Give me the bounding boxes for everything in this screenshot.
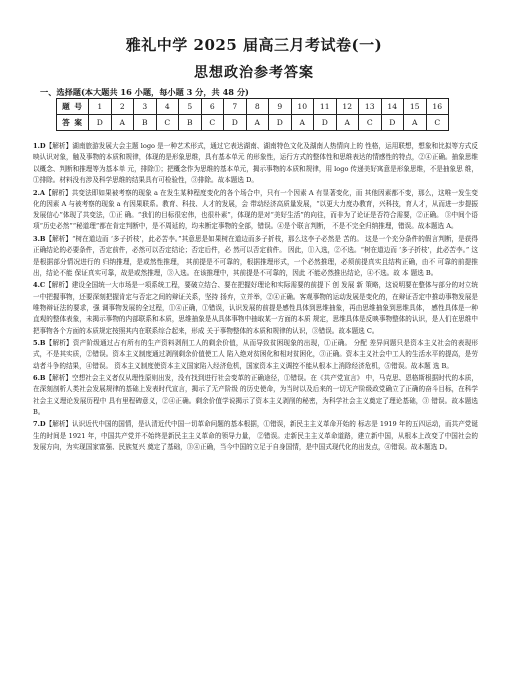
explanation-text: 【解析】“树在道边而 ‘多子折枝’，此必苦李。”其意思是如果树在道边而多子折枝，那么这李子必然是 苦的。 这是一个充分条件的假言判断，是获得正确结论的必要条件，否定前件，必然可以否定结论；否定后件，必 然可以否定前件。 因此，①入选，②不选。“树在道边而 ‘多子折枝’，此必苦李。” 这是根据部分情况进行的 归纳推理，是或然性推理， 其前提是不可靠的，根据推理形式，一个必然推理，必须前提真实且结构正确，由不 可靠的前提推出，结论不能 保证真实可靠，故是或然推理，③入选。在该推理中，其前提是不可靠的，因此 不能必然推出结论，④不选。故 本 题选 B。 — [33, 234, 478, 277]
question-number: 15 — [404, 99, 427, 115]
question-number: 13 — [359, 99, 382, 115]
explanation-paragraph — [33, 373, 478, 418]
question-number-row — [57, 99, 449, 115]
question-number: 2 — [111, 99, 134, 115]
explanation-text: 【解析】湖南旅游发展大会主题 logo 是一种艺术形式，通过它表达湖南、湖南特色文化及湖南人热情向上的 性格，运用联想，想象和比拟等方式反映认识对象，触及事物的本质和规律，体现的是形象思维，具有基本单元 的形象性，运行方式的整体性和思维表达的情感性的特点，②④正确。抽象思维以概念、判断和推理等为基本单 元，排除①；把概念作为思维的基本单元，揭示事物的本质和规律，用 logo 传递美好寓意是形象思维，不是抽象思 维，①排除。材料没有涉及科学思维的结果具有可检验性，③排除。故本题选 D。 — [33, 142, 478, 185]
answer-cell: A — [291, 115, 314, 131]
answer-cell: B — [134, 115, 157, 131]
item-number: 2.A — [33, 188, 45, 197]
question-number: 1 — [89, 99, 112, 115]
answer-cell: B — [179, 115, 202, 131]
question-number: 8 — [246, 99, 269, 115]
explanations-body — [33, 140, 478, 453]
question-number: 6 — [201, 99, 224, 115]
item-number: 6.B — [33, 374, 46, 383]
explanation-paragraph — [33, 338, 478, 372]
explanation-paragraph — [33, 419, 478, 453]
answer-cell: A — [404, 115, 427, 131]
question-number: 10 — [291, 99, 314, 115]
answer-cell: D — [224, 115, 247, 131]
explanation-paragraph — [33, 234, 478, 279]
section-heading: 一、选择题(本大题共 16 小题，每小题 3 分，共 48 分) — [40, 87, 249, 97]
answer-cell: C — [426, 115, 449, 131]
answer-cell: D — [381, 115, 404, 131]
question-number: 14 — [381, 99, 404, 115]
explanation-paragraph — [33, 141, 478, 186]
answer-cell: C — [156, 115, 179, 131]
page-title: 雅礼中学 2025 届高三月考试卷(一) — [125, 36, 383, 54]
question-number: 9 — [269, 99, 292, 115]
item-number: 7.D — [33, 420, 46, 429]
item-number: 1.D — [33, 142, 46, 151]
row-label-number: 题 号 — [57, 99, 89, 115]
row-label-answer: 答 案 — [57, 115, 89, 131]
answer-cell: A — [246, 115, 269, 131]
question-number: 7 — [224, 99, 247, 115]
question-number: 12 — [336, 99, 359, 115]
answer-table — [56, 98, 449, 131]
explanation-paragraph — [33, 188, 478, 233]
answer-row — [57, 115, 449, 131]
question-number: 5 — [179, 99, 202, 115]
answer-cell: D — [314, 115, 337, 131]
question-number: 3 — [134, 99, 157, 115]
question-number: 16 — [426, 99, 449, 115]
explanation-text: 【解析】建设全国统一大市场是一项系统工程，要破立结合、要在把握好理论和实际需要的前提下 创 发展 新 策略，这说明要在整体与部分的对立统一中把握事物，还要深刻把握肯定与否定之间的辩证关系，坚持 扬弃，立并举，②④正确。客观事物的运动发展是变化的，在辩证否定中推动事物发展是唯物辩证法的要求，强 调事物发展的全过程，①④正确，①错误，认识发展的前提是感性具体到思维抽象，再由思维抽象到思维具体， 感性具体是一种直观的整体表象，未揭示事物的内部联系和本质，思维抽象是从具体事物中抽取某一方面的本质 规定，思维具体是反映事物整体的认识，是人们在思维中把事物各个方面的本质规定按照其内在联系综合起来，形成 关于事物整体的本质和规律的认识，③错误。故本题选 C。 — [33, 281, 478, 335]
explanation-text: 【解析】共变法即如果被考察的现象 a 在发生某种程度变化的各个场合中，只有一个因素 A 有显著变化，而 其他因素都不变，那么，这唯一发生变化的因素 A 与被考察的现象 a 有因果联系。教育、科技、人才的发展，会 带动经济高质量发展，“以更大力度办教育，兴科技，育人才，从而进一步提振发展信心”体现了共变法，①正 确。“我们的目标很宏伟，也很朴素”，体现的是对“美好生活”的向往，而非为了论证是否符合需要，②正确。 ③中间个语项“历史必然”“秘道理”都在肯定判断中，是不周延的，均未断定事物的全部，错误。④是个联言判断， 不是不完全归纳推理，错误。故本题选 A。 — [33, 188, 478, 231]
question-number: 4 — [156, 99, 179, 115]
item-number: 3.B — [33, 234, 46, 243]
explanation-text: 【解析】资产阶级通过占有所有的生产资料剥削工人的剩余价值，从而导致贫困现象的出现，①正确。 分配 差异问题只是资本主义社会的表现形式，不是其实质，②错误。资本主义制度通过剥削剩余价值使工人 陷入绝对贫困化和相对贫困化，③正确。资本主义社会中工人的生活水平的提高，是劳动者斗争的结果，④错误。 资本主义制度使资本主义国家陷入经济危机，国家资本主义调控不能从根本上消除经济危机，⑤错误。故本题 选 B。 — [33, 338, 478, 370]
answer-cell: D — [89, 115, 112, 131]
explanation-paragraph — [33, 280, 478, 336]
answer-cell: C — [359, 115, 382, 131]
answer-cell: C — [201, 115, 224, 131]
page-subtitle: 思想政治参考答案 — [194, 65, 314, 81]
answer-cell: A — [111, 115, 134, 131]
item-number: 4.C — [33, 281, 46, 290]
answer-cell: A — [336, 115, 359, 131]
explanation-text: 【解析】空想社会主义者仅从理性原则出发，没有找到进行社会变革的正确途径，①错误。在《共产党宣言》 中，马克思、恩格斯根据时代的本质，在深刻剖析人类社会发展规律的基础上发表时代宣言，揭示了无产阶级 的历史使命，为当时以及后来的一切无产阶级政党确立了正确的奋斗目标，在科学社会主义理论发展历程中 具有里程碑意义，②④正确。剩余价值学说揭示了资本主义剥削的秘密，为科学社会主义奠定了理论基础，③ 错误。故本题选 B。 — [33, 374, 478, 416]
question-number: 11 — [314, 99, 337, 115]
explanation-text: 【解析】认识近代中国的国情，是认清近代中国一切革命问题的基本根据，①错误，新民主主义革命开始的 标志是 1919 年的五四运动，而共产党诞生的时间是 1921 年，中国共产党并不始终是新民主主义革命的领导力量， ②错误。走新民主主义革命道路，建立新中国，从根本上改变了中国社会的发展方向，为实现国家富强、民族复兴 奠定了基础，③④正确，当今中国的立足于自身国情，是中国式现代化的出发点，④错误。故本题选 D。 — [33, 420, 478, 452]
answer-cell: D — [269, 115, 292, 131]
item-number: 5.B — [33, 338, 46, 347]
